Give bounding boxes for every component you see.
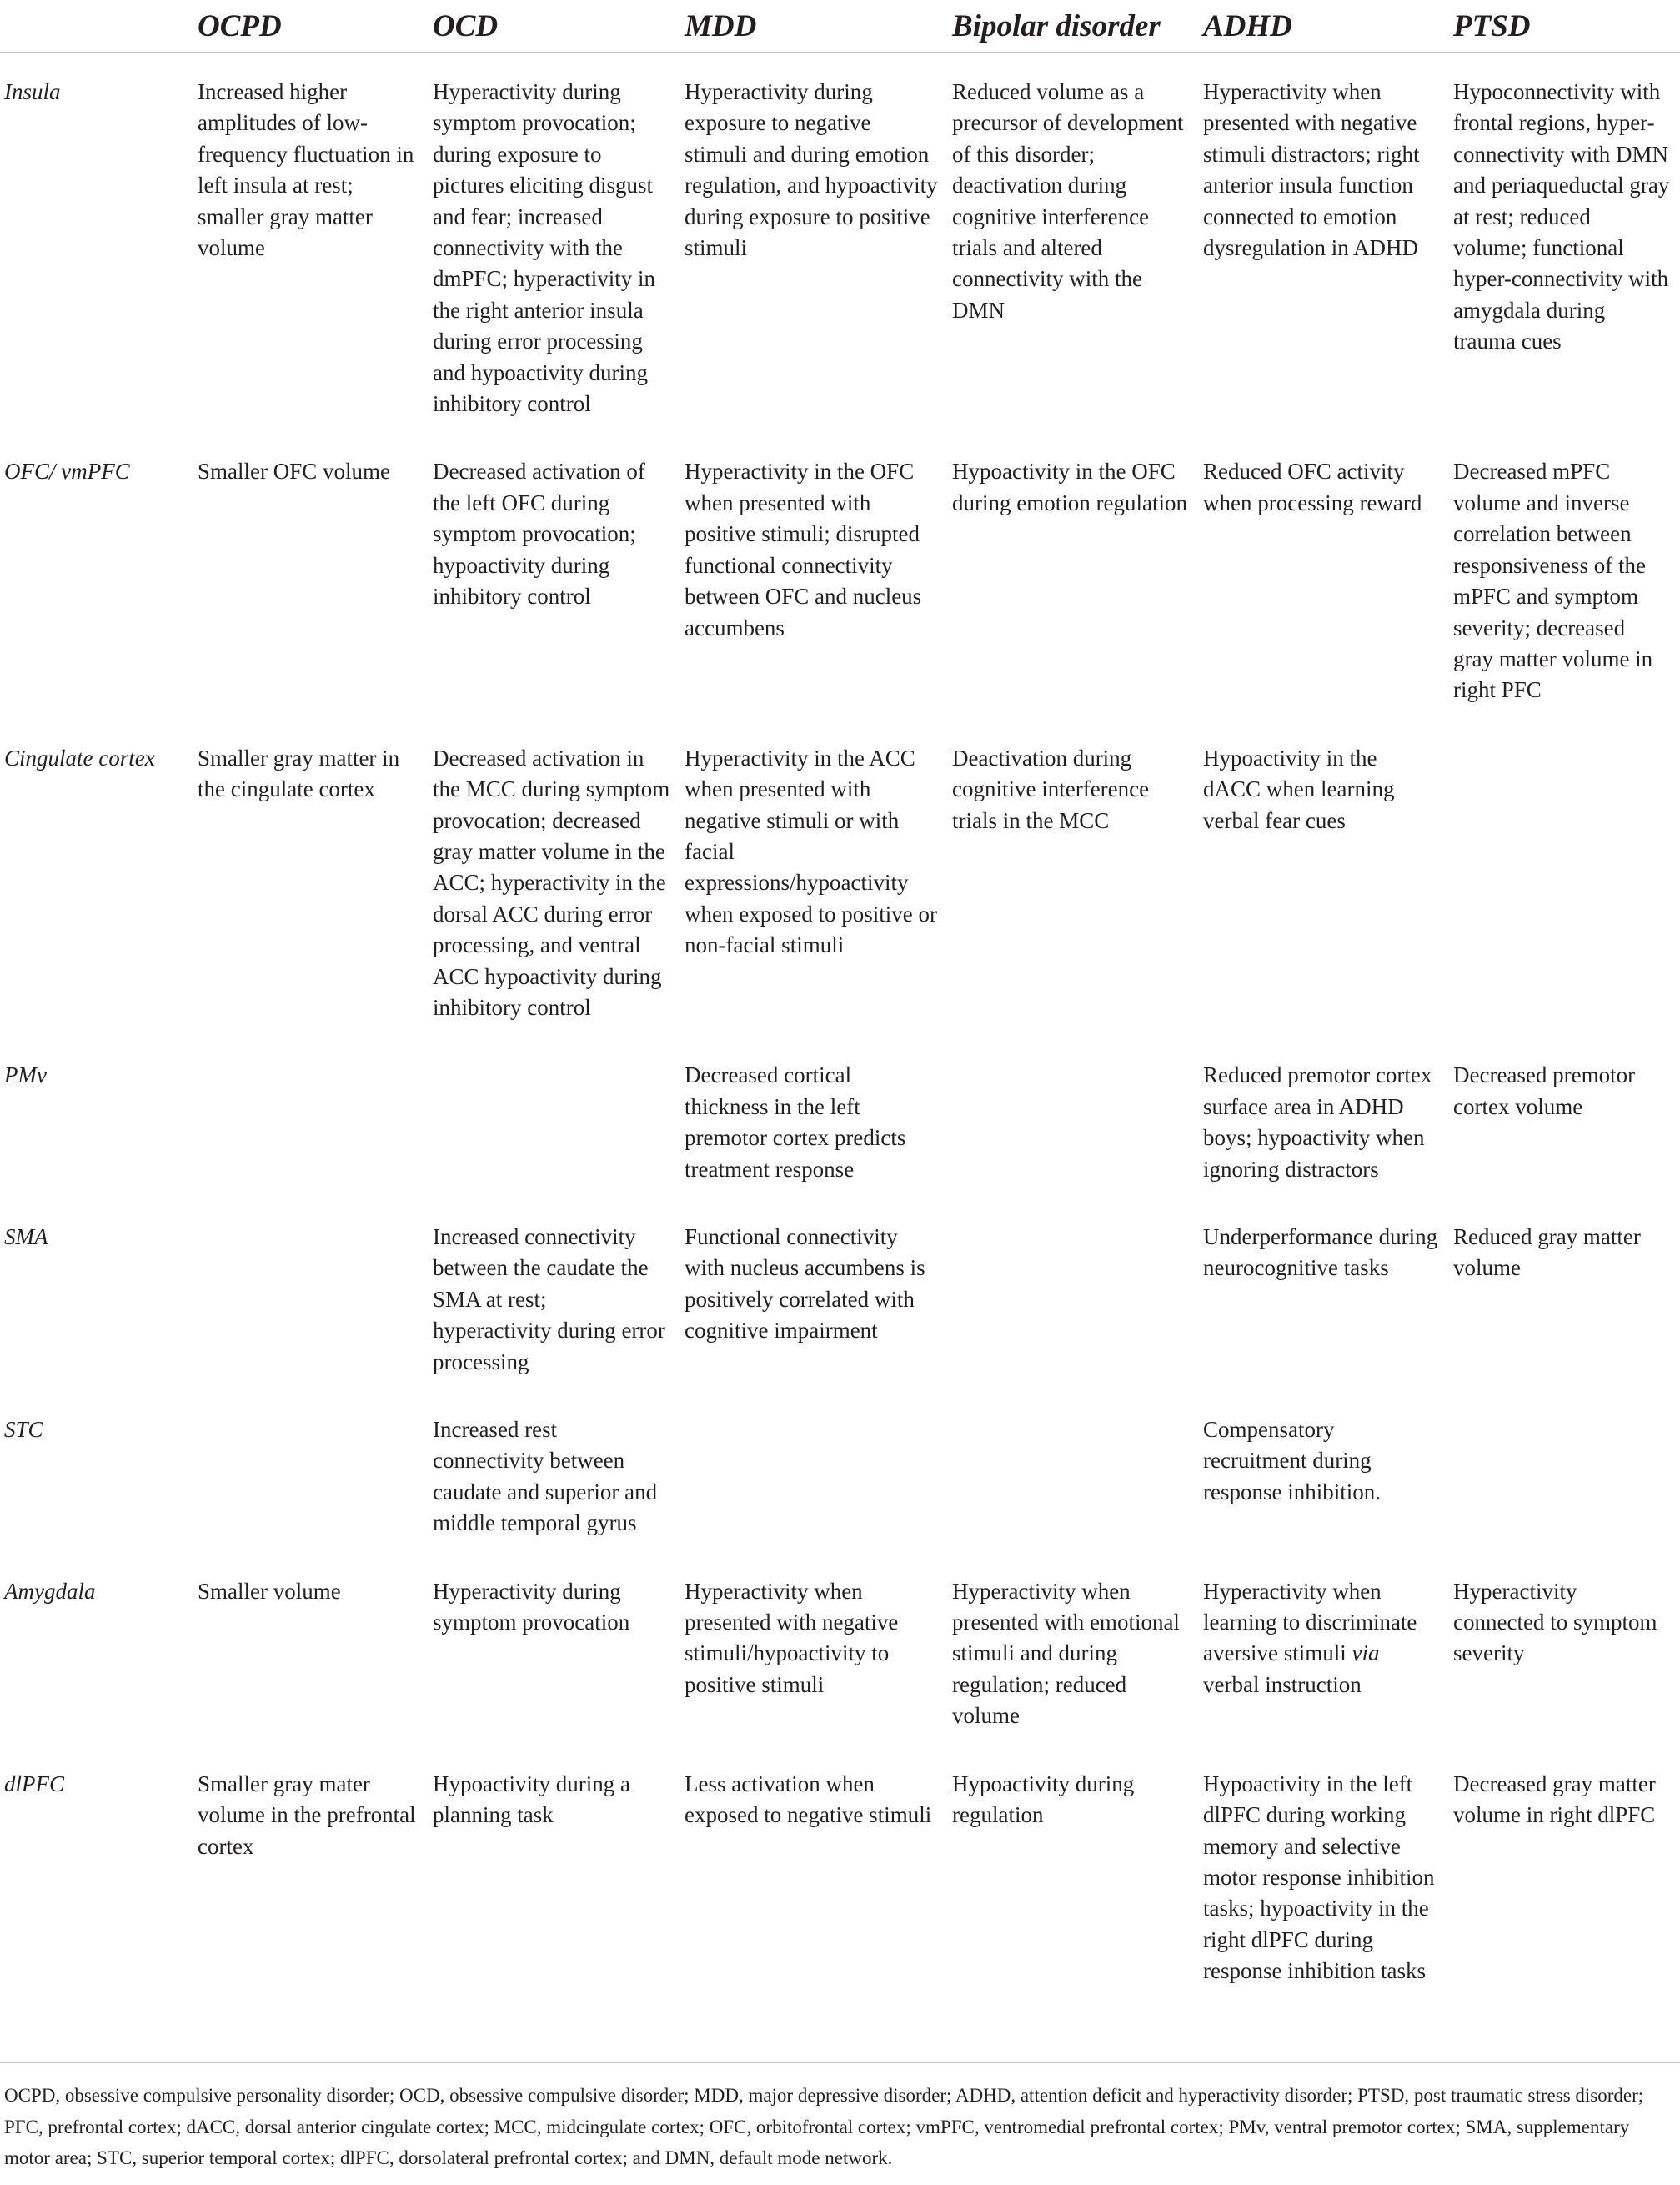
table-row-insula <box>0 53 1680 433</box>
table-cell: Hyperactivity when learning to discriminate aversive stimuli via verbal instruction <box>1203 1578 1417 1697</box>
table-cell: Underperformance during neurocognitive tasks <box>1203 1224 1438 1281</box>
table-cell: Functional connectivity with nucleus accumbens is positively correlated with cognitive impairment <box>685 1224 925 1344</box>
column-header-bipolar: Bipolar disorder <box>948 0 1199 53</box>
table-cell: Decreased cortical thickness in the left premotor cortex predicts treatment response <box>685 1062 906 1182</box>
table-cell: Hypoactivity during regulation <box>952 1771 1135 1828</box>
table-row-cingulate-cortex <box>0 720 1680 1037</box>
table-row-ofc-vmpfc <box>0 433 1680 719</box>
table-cell: Hypoactivity during a planning task <box>433 1771 630 1828</box>
column-header-ocpd: OCPD <box>193 0 429 53</box>
table-cell: Decreased mPFC volume and inverse correlation between responsiveness of the mPFC and symptom severity; decreased gray matter volume in right PFC <box>1453 459 1653 703</box>
footnote-divider <box>0 2062 1680 2063</box>
table-cell <box>193 1391 429 1553</box>
column-header-ptsd: PTSD <box>1449 0 1680 53</box>
table-cell: Hyperactivity in the ACC when presented with negative stimuli or with facial expressions/hypoactivity when exposed to positive or non-facial stimuli <box>685 745 937 958</box>
table-row-amygdala <box>0 1553 1680 1745</box>
table-cell: Hyperactivity when presented with negative stimuli/hypoactivity to positive stimuli <box>685 1578 899 1697</box>
table-row-pmv <box>0 1037 1680 1198</box>
table-cell <box>680 1391 948 1553</box>
table-cell: Less activation when exposed to negative stimuli <box>685 1771 932 1828</box>
table-cell: Reduced gray matter volume <box>1453 1224 1641 1281</box>
table-cell: Hypoconnectivity with frontal regions, hyper-connectivity with DMN and periaqueductal gray at rest; reduced volume; functional hyper-connectivity with amygdala during trauma cues <box>1453 79 1670 354</box>
table-cell: Increased higher amplitudes of low-frequency fluctuation in left insula at rest; smaller gray matter volume <box>198 79 414 261</box>
row-label: SMA <box>4 1224 48 1249</box>
row-label: OFC/ vmPFC <box>4 459 130 485</box>
row-label: PMv <box>4 1062 47 1088</box>
table-row-sma <box>0 1198 1680 1391</box>
table-cell: Smaller OFC volume <box>198 459 390 485</box>
table-cell: Deactivation during cognitive interference trials in the MCC <box>952 745 1150 833</box>
table-cell: Hyperactivity in the OFC when presented with positive stimuli; disrupted functional connectivity between OFC and nucleus accumbens <box>685 459 922 640</box>
table-cell: Smaller gray mater volume in the prefrontal cortex <box>198 1771 416 1859</box>
table-cell <box>193 1037 429 1198</box>
table-cell: Reduced volume as a precursor of development of this disorder; deactivation during cognitive interference trials and altered connectivity with the DMN <box>952 79 1184 323</box>
table-cell: Reduced OFC activity when processing reward <box>1203 459 1422 515</box>
table-cell: Hypoactivity in the dACC when learning verbal fear cues <box>1203 745 1395 833</box>
column-header-adhd: ADHD <box>1199 0 1449 53</box>
table-cell: Hyperactivity when presented with negative stimuli distractors; right anterior insula function connected to emotion dysregulation in ADHD <box>1203 79 1420 261</box>
table-cell: Increased connectivity between the caudate the SMA at rest; hyperactivity during error processing <box>433 1224 665 1374</box>
table-cell <box>1449 1391 1680 1553</box>
table-cell: Smaller gray matter in the cingulate cortex <box>198 745 400 802</box>
table-cell: Compensatory recruitment during response inhibition. <box>1203 1417 1381 1504</box>
table-cell: Decreased gray matter volume in right dlPFC <box>1453 1771 1656 1828</box>
table-row-stc <box>0 1391 1680 1553</box>
table-cell <box>193 1198 429 1391</box>
table-cell <box>948 1391 1199 1553</box>
row-label: Cingulate cortex <box>4 745 155 771</box>
table-row-dlpfc <box>0 1745 1680 1997</box>
table-footnote: OCPD, obsessive compulsive personality disorder; OCD, obsessive compulsive disorder; MDD, major depressive disorder; ADHD, attention deficit and hyperactivity disorder; PTSD, post traumatic stress disorder; PFC, prefrontal cortex; dACC, dorsal anterior cingulate cortex; MCC, midcingulate cortex; OFC, orbitofrontal cortex; vmPFC, ventromedial prefrontal cortex; PMv, ventral premotor cortex; SMA, supplementary motor area; STC, superior temporal cortex; dlPFC, dorsolateral prefrontal cortex; and DMN, default mode network. <box>4 2085 1644 2168</box>
table-cell <box>948 1198 1199 1391</box>
table-cell: Hypoactivity in the left dlPFC during working memory and selective motor response inhibition tasks; hypoactivity in the right dlPFC during response inhibition tasks <box>1203 1771 1435 1984</box>
column-header-mdd: MDD <box>680 0 948 53</box>
column-header-region <box>0 0 193 53</box>
row-label: Insula <box>4 79 61 104</box>
header-row <box>0 0 1680 53</box>
table-cell: Decreased activation in the MCC during symptom provocation; decreased gray matter volume in the ACC; hyperactivity in the dorsal ACC during error processing, and ventral ACC hypoactivity during inhibitory control <box>433 745 670 1020</box>
column-header-ocd: OCD <box>429 0 680 53</box>
table-cell: Reduced premotor cortex surface area in ADHD boys; hypoactivity when ignoring distractors <box>1203 1062 1432 1182</box>
table-cell: Decreased premotor cortex volume <box>1453 1062 1636 1119</box>
table-cell: Hyperactivity during symptom provocation; during exposure to pictures eliciting disgust and fear; increased connectivity with the dmPFC; hyperactivity in the right anterior insula during error processing and hypoactivity during inhibitory control <box>433 79 655 417</box>
table-cell <box>948 1037 1199 1198</box>
table-cell: Hyperactivity connected to symptom severity <box>1453 1578 1657 1666</box>
row-label: STC <box>4 1417 43 1443</box>
table-cell <box>429 1037 680 1198</box>
table-cell: Hyperactivity when presented with emotional stimuli and during regulation; reduced volume <box>952 1578 1180 1729</box>
table-cell: Increased rest connectivity between caudate and superior and middle temporal gyrus <box>433 1417 658 1536</box>
row-label: Amygdala <box>4 1578 96 1604</box>
table-cell: Decreased activation of the left OFC during symptom provocation; hypoactivity during inhibitory control <box>433 459 645 610</box>
table-cell: Smaller volume <box>198 1578 341 1604</box>
table-cell: Hyperactivity during symptom provocation <box>433 1578 630 1635</box>
row-label: dlPFC <box>4 1771 64 1796</box>
table-cell: Hypoactivity in the OFC during emotion regulation <box>952 459 1187 515</box>
table-cell <box>1449 720 1680 1037</box>
table-cell: Hyperactivity during exposure to negative stimuli and during emotion regulation, and hypoactivity during exposure to positive stimuli <box>685 79 938 261</box>
